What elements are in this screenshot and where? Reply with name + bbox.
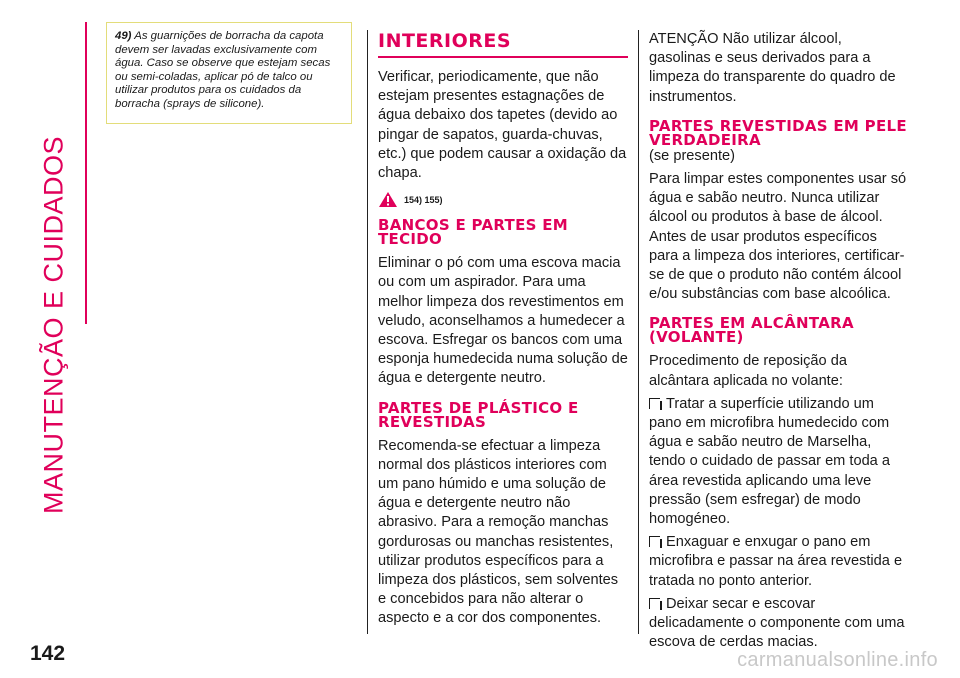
step-text: Deixar secar e escovar delicadamente o componente com uma escova de cerdas macias. [649,595,905,651]
section-heading-alcantara: PARTES EM ALCÂNTARA (VOLANTE) [649,314,854,347]
list-item [649,595,907,653]
note-text: As guarnições de borracha da capota devem ser lavadas exclusivamente com água. Caso se observe que estejam secas ou semi-coladas, aplicar pó de talco ou utilizar produtos para os cuidados da borracha (sprays de silicone). [115,30,331,110]
note-number: 49) [115,30,132,42]
intro-paragraph: Verificar, periodicamente, que não estejam presentes estagnações de água debaixo dos tapetes (devido ao pingar de sapatos, guarda-chuvas, etc.) que podem causar a oxidação da chapa. [378,69,627,182]
watermark: carmanualsonline.info [737,649,938,671]
warning-reference [378,191,628,208]
column-divider-left [367,30,368,634]
section-text-seats: Eliminar o pó com uma escova macia ou com um aspirador. Para uma melhor limpeza dos revestimentos em veludo, aconselhamos a humedecer a escova. Esfregar os bancos com uma esponja humedecida numa solução de água e detergente neutro. [378,255,628,387]
step-text: Tratar a superfície utilizando um pano em microfibra humedecido com água e sabão neutro de Marselha, tendo o cuidado de passar em toda a área revestida aplicando uma leve pressão (sem esfregar) de modo homogéneo. [649,395,890,528]
section-subtitle-leather: (se presente) [649,147,735,164]
warning-refs: 154) 155) [404,194,443,205]
side-divider [85,22,87,324]
section-text-alcantara: Procedimento de reposição da alcântara aplicada no volante: [649,353,847,389]
list-item [649,533,907,591]
section-heading-plastic: PARTES DE PLÁSTICO E REVESTIDAS [378,398,579,431]
section-text-leather: Para limpar estes componentes usar só água e sabão neutro. Nunca utilizar álcool ou produtos à base de álcool. Antes de usar produtos específicos para a limpeza dos interiores, certificar-se de que o produto não contém álcool e/ou substâncias com base alcoólica. [649,171,907,303]
main-heading: INTERIORES [378,30,628,58]
step-text: Enxaguar e enxugar o pano em microfibra e passar na área revestida e tratada no ponto anterior. [649,534,903,589]
bullet-marker-icon [649,398,660,409]
attention-paragraph: ATENÇÃO Não utilizar álcool, gasolinas e seus derivados para a limpeza do transparente do quadro de instrumentos. [649,31,896,105]
section-side-title: MANUTENÇÃO E CUIDADOS [38,135,69,515]
section-heading-leather: PARTES REVESTIDAS EM PELE VERDADEIRA [649,116,907,149]
list-item [649,395,907,529]
section-heading-seats: BANCOS E PARTES EM TECIDO [378,216,569,249]
column-divider-right [638,30,639,634]
section-text-plastic: Recomenda-se efectuar a limpeza normal dos plásticos interiores com um pano húmido e uma solução de água e detergente neutro não abrasivo. Para a remoção manchas gordurosas ou manchas resistentes, utilizar produtos específicos para a limpeza dos plásticos, sem solventes e concebidos para não alterar o aspecto e a cor dos componentes. [378,437,619,627]
column-1 [378,30,628,629]
column-2 [649,30,907,652]
bullet-marker-icon [649,598,660,609]
note-box [106,22,352,124]
warning-triangle-icon [378,191,398,208]
bullet-marker-icon [649,536,660,547]
page-number: 142 [30,642,66,665]
